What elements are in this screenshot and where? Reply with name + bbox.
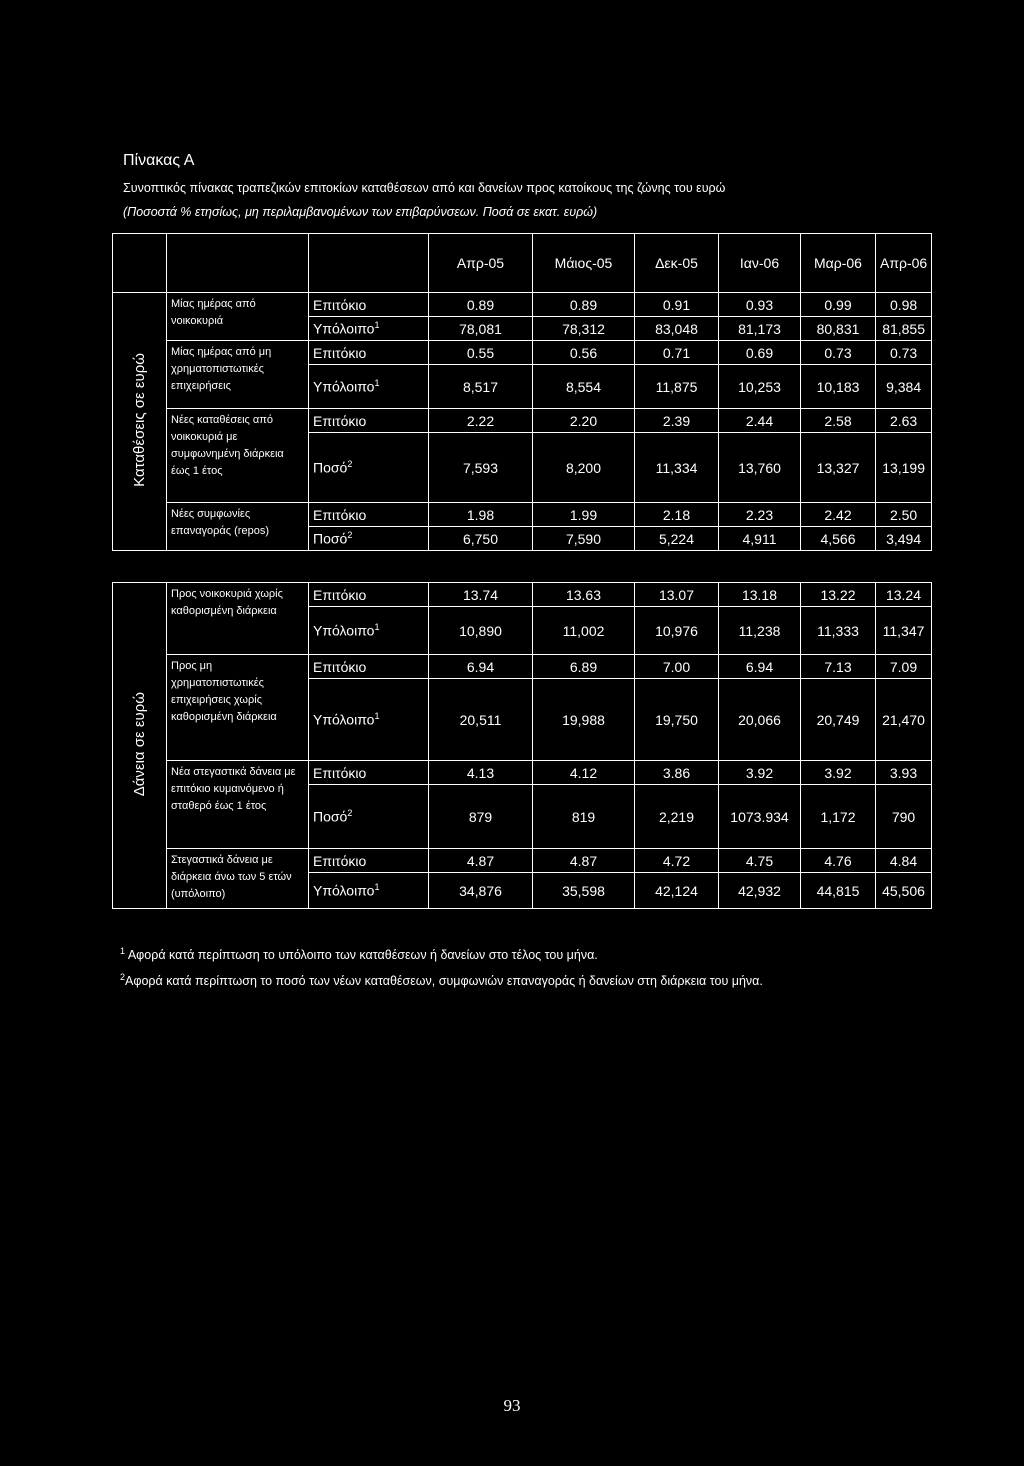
value-cell: 0.73 bbox=[801, 341, 876, 365]
value-cell: 80,831 bbox=[801, 317, 876, 341]
value-cell: 13.74 bbox=[429, 583, 533, 607]
row-type: Επιτόκιο bbox=[309, 849, 429, 873]
value-cell: 4.76 bbox=[801, 849, 876, 873]
value-cell: 0.91 bbox=[635, 293, 719, 317]
row-type: Ποσό$^2$ bbox=[309, 527, 429, 551]
value-cell: 19,750 bbox=[635, 679, 719, 761]
value-cell: 2.63 bbox=[876, 409, 932, 433]
value-cell: 1073.934 bbox=[719, 785, 801, 849]
value-cell: 0.89 bbox=[533, 293, 635, 317]
value-cell: 2.23 bbox=[719, 503, 801, 527]
table-row bbox=[113, 409, 932, 433]
value-cell: 45,506 bbox=[876, 873, 932, 909]
value-cell: 3.92 bbox=[719, 761, 801, 785]
header-row bbox=[113, 234, 932, 293]
row-type: Υπόλοιπο$^1$ bbox=[309, 679, 429, 761]
value-cell: 11,002 bbox=[533, 607, 635, 655]
value-cell: 13.22 bbox=[801, 583, 876, 607]
value-cell: 13,199 bbox=[876, 433, 932, 503]
value-cell: 10,976 bbox=[635, 607, 719, 655]
value-cell: 0.69 bbox=[719, 341, 801, 365]
group-label: Νέα στεγαστικά δάνεια με επιτόκιο κυμαινόμενο ή σταθερό έως 1 έτος bbox=[167, 761, 309, 849]
row-type: Επιτόκιο bbox=[309, 761, 429, 785]
table-row bbox=[113, 849, 932, 873]
value-cell: 4.87 bbox=[429, 849, 533, 873]
row-type: Υπόλοιπο$^1$ bbox=[309, 317, 429, 341]
value-cell: 4.12 bbox=[533, 761, 635, 785]
table-row bbox=[113, 341, 932, 365]
table-title: Πίνακας Α bbox=[123, 152, 195, 169]
value-cell: 879 bbox=[429, 785, 533, 849]
page-number: 93 bbox=[503, 1396, 521, 1415]
table-note: (Ποσοστά % ετησίως, μη περιλαμβανομένων των επιβαρύνσεων. Ποσά σε εκατ. ευρώ) bbox=[123, 205, 598, 219]
value-cell: 42,932 bbox=[719, 873, 801, 909]
deposits-table bbox=[112, 233, 932, 551]
table-row bbox=[113, 761, 932, 785]
value-cell: 42,124 bbox=[635, 873, 719, 909]
value-cell: 2.44 bbox=[719, 409, 801, 433]
footnote-2: $^2$Αφορά κατά περίπτωση το ποσό των νέων καταθέσεων, συμφωνιών επαναγοράς ή δανείων στη διάρκεια του μήνα. bbox=[120, 972, 763, 989]
value-cell: 0.56 bbox=[533, 341, 635, 365]
value-cell: 4.75 bbox=[719, 849, 801, 873]
value-cell: 10,183 bbox=[801, 365, 876, 409]
row-type: Υπόλοιπο$^1$ bbox=[309, 873, 429, 909]
value-cell: 4.87 bbox=[533, 849, 635, 873]
value-cell: 20,749 bbox=[801, 679, 876, 761]
row-type: Επιτόκιο bbox=[309, 655, 429, 679]
column-header: Δεκ-05 bbox=[635, 234, 719, 293]
value-cell: 6,750 bbox=[429, 527, 533, 551]
value-cell: 3.86 bbox=[635, 761, 719, 785]
value-cell: 81,173 bbox=[719, 317, 801, 341]
value-cell: 4.72 bbox=[635, 849, 719, 873]
group-label: Μίας ημέρας από νοικοκυριά bbox=[167, 293, 309, 341]
table-subtitle: Συνοπτικός πίνακας τραπεζικών επιτοκίων καταθέσεων από και δανείων προς κατοίκους της ζώνης του ευρώ bbox=[123, 181, 726, 195]
value-cell: 0.93 bbox=[719, 293, 801, 317]
section-label: Καταθέσεις σε ευρώ bbox=[113, 293, 167, 551]
value-cell: 2.22 bbox=[429, 409, 533, 433]
value-cell: 9,384 bbox=[876, 365, 932, 409]
value-cell: 2,219 bbox=[635, 785, 719, 849]
value-cell: 7,590 bbox=[533, 527, 635, 551]
group-label: Νέες συμφωνίες επαναγοράς (repos) bbox=[167, 503, 309, 551]
value-cell: 2.58 bbox=[801, 409, 876, 433]
value-cell: 6.89 bbox=[533, 655, 635, 679]
value-cell: 34,876 bbox=[429, 873, 533, 909]
row-type: Επιτόκιο bbox=[309, 341, 429, 365]
group-label: Μίας ημέρας από μη χρηματοπιστωτικές επιχειρήσεις bbox=[167, 341, 309, 409]
header-blank bbox=[167, 234, 309, 293]
value-cell: 2.42 bbox=[801, 503, 876, 527]
value-cell: 3.92 bbox=[801, 761, 876, 785]
group-label: Προς μη χρηματοπιστωτικές επιχειρήσεις χωρίς καθορισμένη διάρκεια bbox=[167, 655, 309, 761]
value-cell: 8,554 bbox=[533, 365, 635, 409]
value-cell: 13.07 bbox=[635, 583, 719, 607]
value-cell: 2.50 bbox=[876, 503, 932, 527]
value-cell: 21,470 bbox=[876, 679, 932, 761]
value-cell: 7,593 bbox=[429, 433, 533, 503]
value-cell: 0.71 bbox=[635, 341, 719, 365]
value-cell: 2.18 bbox=[635, 503, 719, 527]
value-cell: 4.13 bbox=[429, 761, 533, 785]
table-row bbox=[113, 503, 932, 527]
value-cell: 4,566 bbox=[801, 527, 876, 551]
value-cell: 6.94 bbox=[719, 655, 801, 679]
row-type: Ποσό$^2$ bbox=[309, 785, 429, 849]
value-cell: 6.94 bbox=[429, 655, 533, 679]
value-cell: 7.13 bbox=[801, 655, 876, 679]
value-cell: 44,815 bbox=[801, 873, 876, 909]
value-cell: 20,511 bbox=[429, 679, 533, 761]
value-cell: 2.39 bbox=[635, 409, 719, 433]
row-type: Ποσό$^2$ bbox=[309, 433, 429, 503]
row-type: Επιτόκιο bbox=[309, 503, 429, 527]
column-header: Απρ-05 bbox=[429, 234, 533, 293]
value-cell: 0.73 bbox=[876, 341, 932, 365]
value-cell: 2.20 bbox=[533, 409, 635, 433]
value-cell: 78,312 bbox=[533, 317, 635, 341]
header-blank bbox=[309, 234, 429, 293]
value-cell: 81,855 bbox=[876, 317, 932, 341]
group-label: Προς νοικοκυριά χωρίς καθορισμένη διάρκεια bbox=[167, 583, 309, 655]
header-blank bbox=[113, 234, 167, 293]
column-header: Μαρ-06 bbox=[801, 234, 876, 293]
value-cell: 11,347 bbox=[876, 607, 932, 655]
section-label: Δάνεια σε ευρώ bbox=[113, 583, 167, 909]
value-cell: 8,200 bbox=[533, 433, 635, 503]
value-cell: 11,333 bbox=[801, 607, 876, 655]
value-cell: 13,760 bbox=[719, 433, 801, 503]
value-cell: 35,598 bbox=[533, 873, 635, 909]
value-cell: 3.93 bbox=[876, 761, 932, 785]
group-label: Νέες καταθέσεις από νοικοκυριά με συμφωνημένη διάρκεια έως 1 έτος bbox=[167, 409, 309, 503]
value-cell: 819 bbox=[533, 785, 635, 849]
value-cell: 10,890 bbox=[429, 607, 533, 655]
group-label: Στεγαστικά δάνεια με διάρκεια άνω των 5 ετών (υπόλοιπο) bbox=[167, 849, 309, 909]
row-type: Επιτόκιο bbox=[309, 293, 429, 317]
value-cell: 10,253 bbox=[719, 365, 801, 409]
value-cell: 790 bbox=[876, 785, 932, 849]
value-cell: 20,066 bbox=[719, 679, 801, 761]
row-type: Υπόλοιπο$^1$ bbox=[309, 365, 429, 409]
value-cell: 1.99 bbox=[533, 503, 635, 527]
value-cell: 4,911 bbox=[719, 527, 801, 551]
value-cell: 13.24 bbox=[876, 583, 932, 607]
row-type: Επιτόκιο bbox=[309, 583, 429, 607]
value-cell: 0.98 bbox=[876, 293, 932, 317]
value-cell: 7.00 bbox=[635, 655, 719, 679]
value-cell: 5,224 bbox=[635, 527, 719, 551]
value-cell: 0.99 bbox=[801, 293, 876, 317]
value-cell: 11,334 bbox=[635, 433, 719, 503]
table-row bbox=[113, 655, 932, 679]
column-header: Μάιος-05 bbox=[533, 234, 635, 293]
column-header: Απρ-06 bbox=[876, 234, 932, 293]
value-cell: 0.55 bbox=[429, 341, 533, 365]
table-row bbox=[113, 293, 932, 317]
row-type: Επιτόκιο bbox=[309, 409, 429, 433]
loans-table bbox=[112, 582, 932, 909]
table-row bbox=[113, 583, 932, 607]
value-cell: 13.18 bbox=[719, 583, 801, 607]
value-cell: 83,048 bbox=[635, 317, 719, 341]
footnote-1: $^1$ Αφορά κατά περίπτωση το υπόλοιπο των καταθέσεων ή δανείων στο τέλος του μήνα. bbox=[120, 946, 598, 963]
column-header: Ιαν-06 bbox=[719, 234, 801, 293]
value-cell: 1,172 bbox=[801, 785, 876, 849]
value-cell: 1.98 bbox=[429, 503, 533, 527]
row-type: Υπόλοιπο$^1$ bbox=[309, 607, 429, 655]
value-cell: 3,494 bbox=[876, 527, 932, 551]
value-cell: 4.84 bbox=[876, 849, 932, 873]
value-cell: 78,081 bbox=[429, 317, 533, 341]
value-cell: 13.63 bbox=[533, 583, 635, 607]
value-cell: 8,517 bbox=[429, 365, 533, 409]
value-cell: 13,327 bbox=[801, 433, 876, 503]
value-cell: 19,988 bbox=[533, 679, 635, 761]
value-cell: 11,238 bbox=[719, 607, 801, 655]
value-cell: 11,875 bbox=[635, 365, 719, 409]
value-cell: 0.89 bbox=[429, 293, 533, 317]
value-cell: 7.09 bbox=[876, 655, 932, 679]
